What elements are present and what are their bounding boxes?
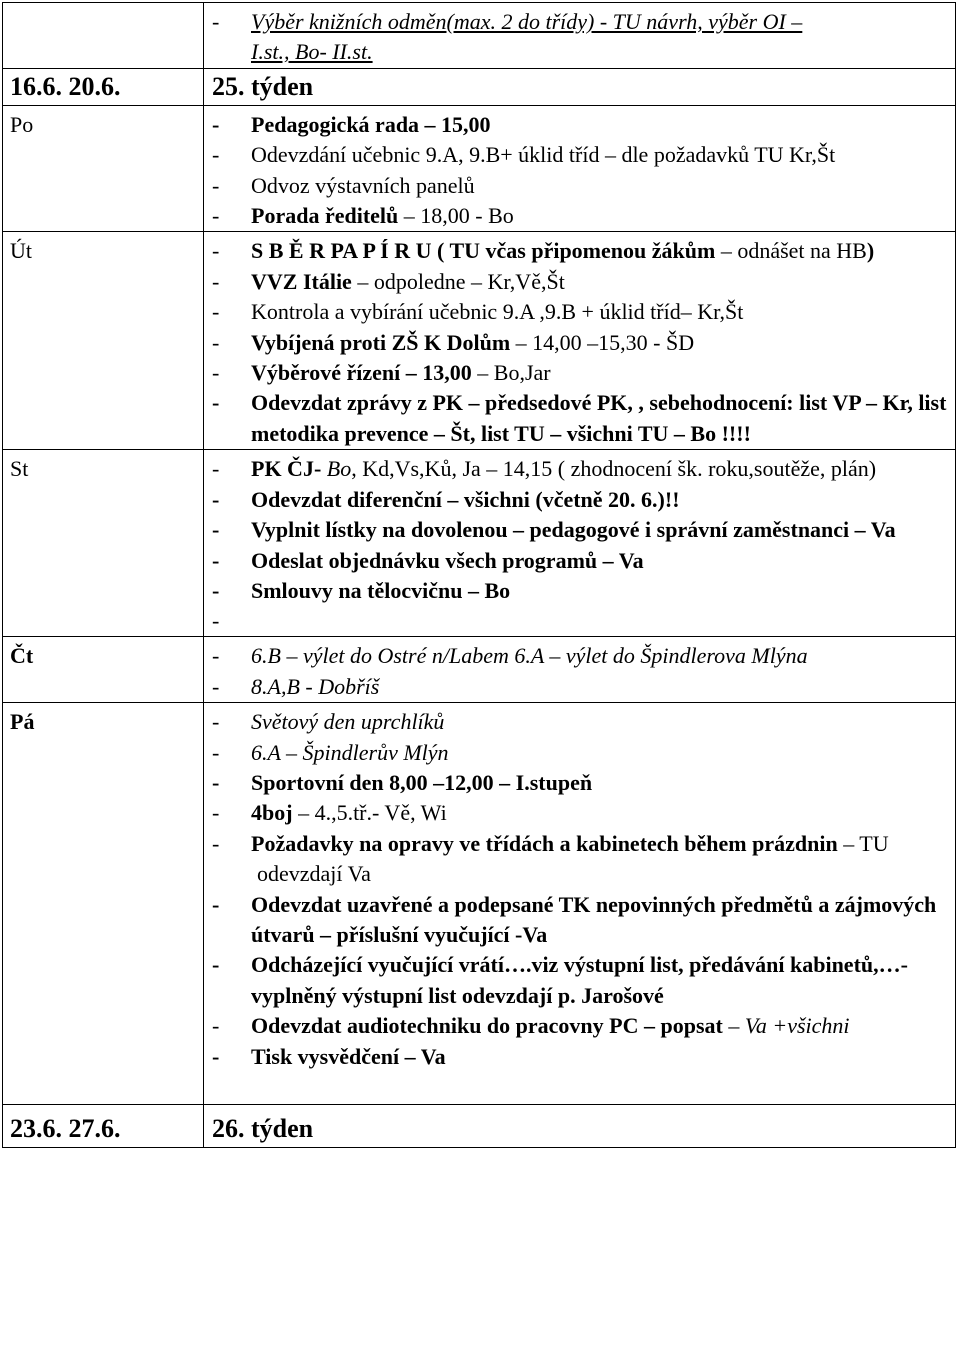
item-text: 6.A – Špindlerův Mlýn <box>251 739 449 765</box>
item-text: Výběrové řízení – 13,00 <box>251 360 472 386</box>
content-cell-pa <box>204 703 956 1105</box>
bullet-dash: - <box>212 891 220 917</box>
item-text: – odnášet na HB <box>715 238 867 264</box>
item-text: – Bo,Jar <box>471 360 551 386</box>
bullet-dash: - <box>212 800 220 826</box>
item-text: Odcházející vyučující vrátí….viz výstupní list, předávání kabinetů,…- vyplněný výstupní list odevzdají p. Jarošové <box>251 952 908 1008</box>
schedule-table <box>2 2 956 1148</box>
list-item <box>204 1011 949 1041</box>
item-text: Odevzdání učebnic 9.A, 9.B+ úklid tříd – dle požadavků TU Kr,Št <box>251 142 836 168</box>
list-item <box>204 297 949 327</box>
item-text: Sportovní den 8,00 –12,00 – I.stupeň <box>251 769 593 795</box>
week-label: 26. týden <box>204 1105 956 1148</box>
list-item <box>204 546 949 576</box>
day-label-ct: Čt <box>3 637 204 703</box>
list-item <box>204 140 949 170</box>
item-text: – odpoledne – Kr,Vě,Št <box>351 268 565 294</box>
item-text: Odevzdat diferenční – všichni (včetně 20. 6.)!! <box>251 486 680 512</box>
day-label-po: Po <box>3 105 204 232</box>
list-item <box>204 358 949 388</box>
item-text: Odeslat objednávku všech programů – Va <box>251 547 644 573</box>
bullet-dash: - <box>212 673 220 699</box>
week-label: 25. týden <box>204 68 956 105</box>
bullet-dash: - <box>212 456 220 482</box>
list-item <box>204 328 949 358</box>
bullet-dash: - <box>212 329 220 355</box>
list-item <box>204 1042 949 1072</box>
bullet-dash: - <box>212 577 220 603</box>
bullet-dash: - <box>212 769 220 795</box>
item-text: ) <box>866 238 875 264</box>
list-item <box>204 201 949 231</box>
item-text: Odevzdat audiotechniku do pracovny PC – popsat <box>251 1013 723 1039</box>
row-ut <box>3 232 956 450</box>
list-item <box>204 485 949 515</box>
bullet-dash: - <box>212 1043 220 1069</box>
bullet-dash: - <box>212 238 220 264</box>
item-text: Požadavky na opravy ve třídách a kabinetech během prázdnin <box>251 830 838 856</box>
row-pa <box>3 703 956 1105</box>
bullet-dash: - <box>212 709 220 735</box>
item-text: PK ČJ- <box>251 456 327 482</box>
row-po <box>3 105 956 232</box>
day-label-pa: Pá <box>3 703 204 1105</box>
item-text: – TU <box>837 830 889 856</box>
week-header-26 <box>3 1105 956 1148</box>
list-item <box>204 7 949 68</box>
content-cell-st <box>204 450 956 637</box>
bullet-dash: - <box>212 1013 220 1039</box>
list-item <box>204 950 949 1011</box>
list-item <box>204 829 949 890</box>
item-text: 8.A,B - Dobříš <box>251 673 380 699</box>
item-text: Pedagogická rada – 15,00 <box>251 111 491 137</box>
row-st <box>3 450 956 637</box>
week-dates: 23.6. 27.6. <box>3 1105 204 1148</box>
item-text: – 14,00 –15,30 - ŠD <box>510 329 695 355</box>
list-item <box>204 707 949 737</box>
list-item <box>204 236 949 266</box>
list-item <box>204 388 949 449</box>
row-ct <box>3 637 956 703</box>
item-text: Bo <box>326 456 352 482</box>
content-cell-ut <box>204 232 956 450</box>
item-text: 6.B – výlet do Ostré n/Labem 6.A – výlet do Špindlerova Mlýna <box>251 643 808 669</box>
bullet-dash: - <box>212 739 220 765</box>
item-text: VVZ Itálie <box>251 268 352 294</box>
item-text: , Kd,Vs,Ků, Ja – 14,15 ( zhodnocení šk. roku,soutěže, plán) <box>351 456 877 482</box>
bullet-dash: - <box>212 9 220 34</box>
bullet-dash: - <box>212 299 220 325</box>
bullet-dash: - <box>212 608 220 634</box>
item-text: – Va +všichni <box>722 1013 850 1039</box>
list-item <box>204 110 949 140</box>
list-item <box>204 672 949 702</box>
bullet-dash: - <box>212 643 220 669</box>
content-cell-po <box>204 105 956 232</box>
list-item <box>204 890 949 951</box>
row-top-continuation <box>3 3 956 69</box>
list-item <box>204 171 949 201</box>
content-cell-ct <box>204 637 956 703</box>
list-item <box>204 798 949 828</box>
list-item <box>204 576 949 606</box>
week-dates: 16.6. 20.6. <box>3 68 204 105</box>
bullet-dash: - <box>212 517 220 543</box>
item-text: Porada ředitelů <box>251 203 399 229</box>
item-text: Výběr knižních odměn(max. 2 do třídy) - TU návrh, výběr OI – <box>251 9 803 34</box>
list-item <box>204 738 949 768</box>
bullet-dash: - <box>212 486 220 512</box>
item-text: – 18,00 - Bo <box>398 203 514 229</box>
list-item <box>204 515 949 545</box>
bullet-dash: - <box>212 952 220 978</box>
item-text: – 4.,5.tř.- Vě, Wi <box>292 800 447 826</box>
bullet-dash: - <box>212 111 220 137</box>
item-text: 4boj <box>251 800 293 826</box>
day-cell-empty <box>3 3 204 69</box>
week-header-25 <box>3 68 956 105</box>
item-text: odevzdají Va <box>257 861 371 887</box>
item-text: Odevzdat uzavřené a podepsané TK nepovinných předmětů a zájmových útvarů – příslušní vyučující -Va <box>251 891 937 947</box>
bullet-dash: - <box>212 360 220 386</box>
item-text: Vybíjená proti ZŠ K Dolům <box>251 329 511 355</box>
content-cell-top <box>204 3 956 69</box>
item-text: Smlouvy na tělocvičnu – Bo <box>251 577 511 603</box>
bullet-dash: - <box>212 547 220 573</box>
day-label-st: St <box>3 450 204 637</box>
item-text: Světový den uprchlíků <box>251 709 445 735</box>
bullet-dash: - <box>212 830 220 856</box>
day-label-ut: Út <box>3 232 204 450</box>
item-text: I.st., Bo- II.st. <box>251 39 373 65</box>
item-text: Tisk vysvědčení – Va <box>251 1043 446 1069</box>
item-text: Kontrola a vybírání učebnic 9.A ,9.B + úklid tříd– Kr,Št <box>251 299 744 325</box>
bullet-dash: - <box>212 203 220 229</box>
bullet-dash: - <box>212 142 220 168</box>
list-item <box>204 267 949 297</box>
list-item <box>204 641 949 671</box>
item-text: Odevzdat zprávy z PK – předsedové PK, , sebehodnocení: list VP – Kr, list metodika prevence – Št, list TU – všichni TU – Bo !!!! <box>251 390 947 446</box>
bullet-dash: - <box>212 268 220 294</box>
item-text: Odvoz výstavních panelů <box>251 172 475 198</box>
item-text: Vyplnit lístky na dovolenou – pedagogové i správní zaměstnanci – Va <box>251 517 896 543</box>
list-item <box>204 606 949 636</box>
item-text: S B Ě R PA P Í R U ( TU včas připomenou žákům <box>251 238 716 264</box>
bullet-dash: - <box>212 390 220 416</box>
bullet-dash: - <box>212 172 220 198</box>
list-item <box>204 768 949 798</box>
list-item <box>204 454 949 484</box>
